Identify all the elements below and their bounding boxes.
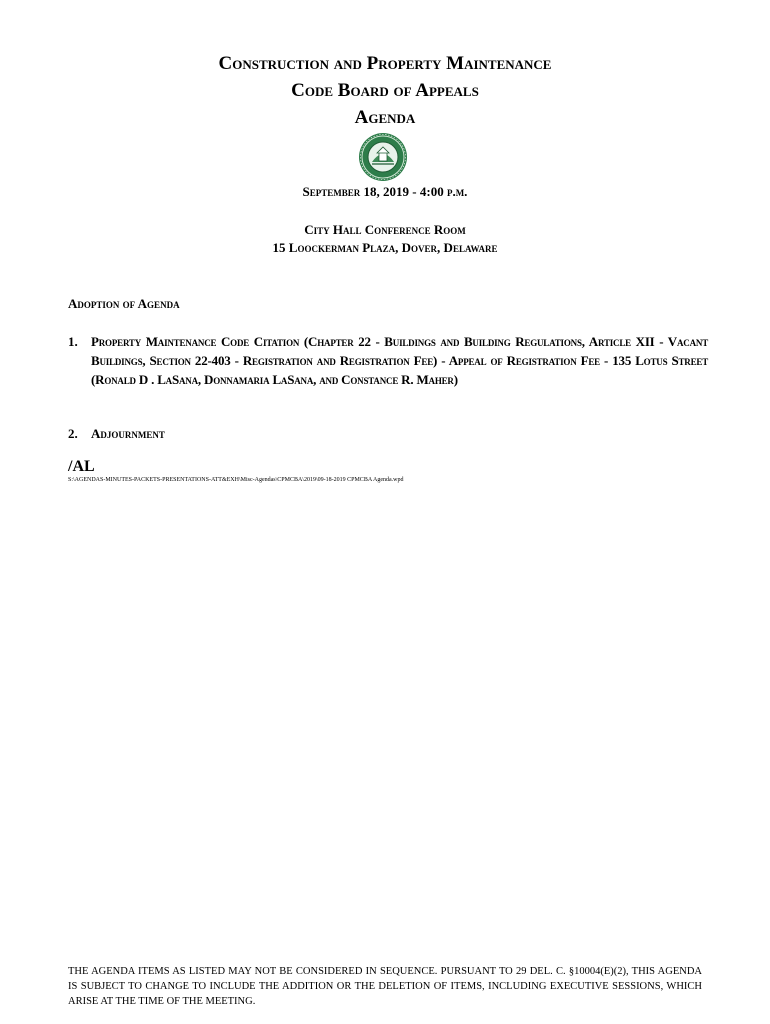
title-line-2: Code Board of Appeals xyxy=(291,80,479,101)
agenda-item-text: Adjournment xyxy=(91,426,165,441)
agenda-item-number: 1. xyxy=(68,334,78,349)
title-line-3: Agenda xyxy=(354,107,416,128)
meeting-location-address: 15 Loockerman Plaza, Dover, Delaware xyxy=(272,240,498,255)
agenda-item xyxy=(68,332,708,389)
title-line-1: Construction and Property Maintenance xyxy=(218,53,552,74)
agenda-item xyxy=(68,424,708,443)
agenda-item-number: 2. xyxy=(68,426,78,441)
preparer-initials: /AL xyxy=(68,458,95,475)
meeting-location-name: City Hall Conference Room xyxy=(304,222,466,237)
agenda-item-text: Property Maintenance Code Citation (Chapter 22 - Buildings and Building Regulations, Article XII - Vacant Buildings, Section 22-403 - Registration and Registration Fee) - Appeal of Registration Fee - 135 Lotus Street (Ronald D . LaSana, Donnamaria LaSana, and Constance R. Maher) xyxy=(91,334,708,387)
city-seal-icon xyxy=(358,132,408,182)
agenda-disclaimer: THE AGENDA ITEMS AS LISTED MAY NOT BE CONSIDERED IN SEQUENCE. PURSUANT TO 29 DEL. C. §10004(E)(2), THIS AGENDA IS SUBJECT TO CHANGE TO INCLUDE THE ADDITION OR THE DELETION OF ITEMS, INCLUDING EXECUTIVE SESSIONS, WHICH ARISE AT THE TIME OF THE MEETING. xyxy=(68,966,702,1007)
meeting-date-time: September 18, 2019 - 4:00 p.m. xyxy=(302,184,468,199)
file-path: S:\AGENDAS-MINUTES-PACKETS-PRESENTATIONS-ATT&EXH\Misc-Agendas\CPMCBA\2019\09-18-2019 CPMCBA Agenda.wpd xyxy=(68,477,404,483)
adoption-of-agenda: Adoption of Agenda xyxy=(68,296,180,311)
